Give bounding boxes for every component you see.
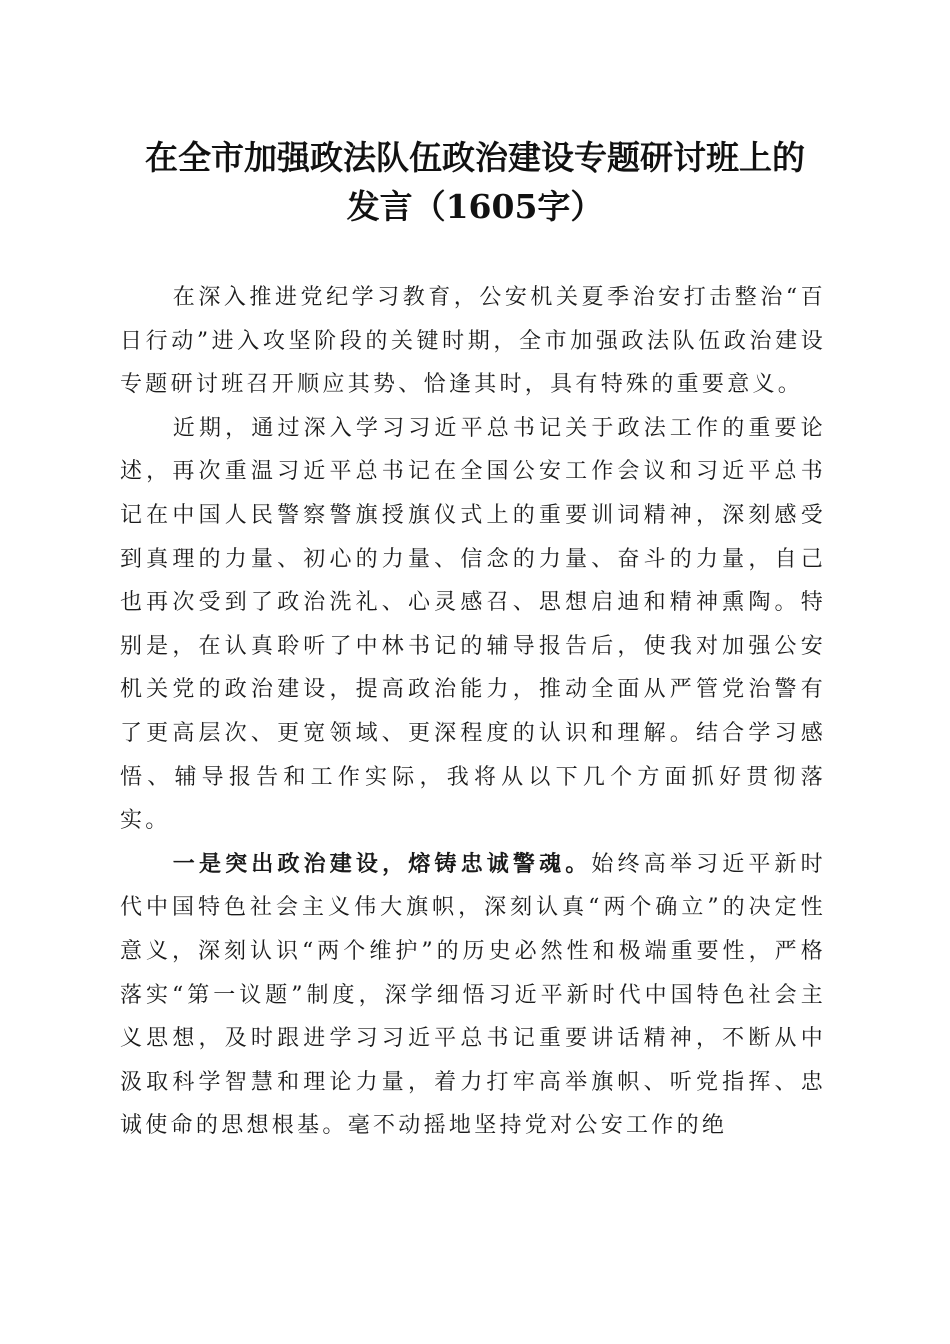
paragraph-study [120,407,826,843]
paragraph-text: 始终高举习近平新时代中国特色社会主义伟大旗帜，深刻认真“两个确立”的决定性意义，深刻认识“两个维护”的历史必然性和极端重要性，严格落实“第一议题”制度，深学细悟习近平新时代中国特色社会主义思想，及时跟进学习习近平总书记重要讲话精神，不断从中汲取科学智慧和理论力量，着力打牢高举旗帜、听党指挥、忠诚使命的思想根基。毫不动摇地坚持党对公安工作的绝 [120,851,826,1139]
document-body [120,276,826,1148]
paragraph-text: 近期，通过深入学习习近平总书记关于政法工作的重要论述，再次重温习近平总书记在全国公安工作会议和习近平总书记在中国人民警察警旗授旗仪式上的重要训词精神，深刻感受到真理的力量、初心的力量、信念的力量、奋斗的力量，自己也再次受到了政治洗礼、心灵感召、思想启迪和精神熏陶。特别是，在认真聆听了中林书记的辅导报告后，使我对加强公安机关党的政治建设，提高政治能力，推动全面从严管党治警有了更高层次、更宽领域、更深程度的认识和理解。结合学习感悟、辅导报告和工作实际，我将从以下几个方面抓好贯彻落实。 [120,415,826,834]
title-line-2: 发言（1605字） [346,187,604,226]
paragraph-point-one [120,843,826,1148]
paragraph-intro [120,276,826,407]
paragraph-text: 在深入推进党纪学习教育，公安机关夏季治安打击整治“百日行动”进入攻坚阶段的关键时期，全市加强政法队伍政治建设专题研讨班召开顺应其势、恰逢其时，具有特殊的重要意义。 [120,285,826,398]
title-line-1: 在全市加强政法队伍政治建设专题研讨班上的 [145,138,805,177]
paragraph-lead-heading: 一是突出政治建设，熔铸忠诚警魂。 [172,850,592,877]
document-title [100,133,850,231]
